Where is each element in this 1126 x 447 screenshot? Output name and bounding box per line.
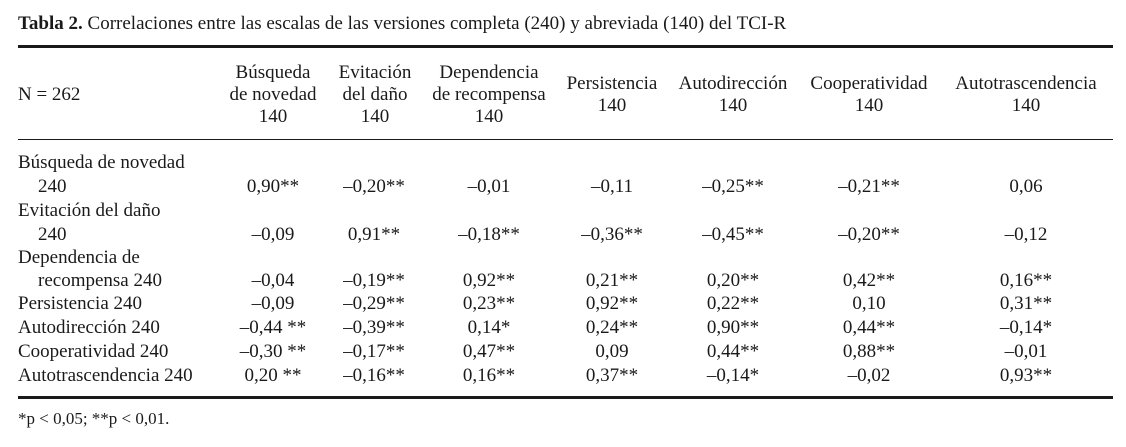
row-label-busqueda-suffix: 240 [38, 176, 67, 197]
table-cell: 0,06 [1009, 176, 1043, 197]
sample-size-label: N = 262 [18, 84, 81, 105]
header-line: 140 [597, 95, 627, 116]
column-header-cooperatividad [796, 73, 942, 117]
row-label-dependencia-suffix: recompensa 240 [38, 270, 162, 291]
row-label-cooperatividad: Cooperatividad 240 [18, 341, 169, 362]
table-cell: 0,14* [467, 317, 511, 338]
table-cell: –0,16** [343, 365, 405, 386]
table-cell: 0,47** [462, 341, 516, 362]
column-header-busqueda [214, 62, 332, 128]
table-cell: –0,19** [343, 270, 405, 291]
table-cell: –0,29** [343, 293, 405, 314]
table-cell: 0,09 [595, 341, 629, 362]
table-cell: 0,44** [706, 341, 760, 362]
table-cell: –0,18** [458, 224, 520, 245]
caption-text: Correlaciones entre las escalas de las versiones completa (240) y abreviada (140) del TCI-R [87, 13, 787, 34]
table-cell: –0,45** [702, 224, 764, 245]
row-label-autodireccion: Autodirección 240 [18, 317, 160, 338]
column-header-dependencia [419, 62, 559, 128]
header-line: 140 [718, 95, 748, 116]
header-rule [18, 139, 1113, 140]
table-cell: –0,01 [467, 176, 511, 197]
table-cell: 0,92** [462, 270, 516, 291]
table-cell: 0,20 ** [244, 365, 302, 386]
table-cell: 0,91** [347, 224, 401, 245]
table-cell: 0,24** [585, 317, 639, 338]
table-cell: –0,20** [838, 224, 900, 245]
table-cell: 0,10 [852, 293, 886, 314]
row-label-evitacion-suffix: 240 [38, 224, 67, 245]
bottom-rule [18, 396, 1113, 399]
table-cell: –0,09 [251, 293, 295, 314]
table-cell: 0,31** [999, 293, 1053, 314]
header-line: 140 [1011, 95, 1041, 116]
table-cell: –0,12 [1004, 224, 1048, 245]
header-line: 140 [360, 106, 390, 127]
row-label-dependencia: Dependencia de [18, 247, 140, 268]
table-cell: –0,30 ** [239, 341, 307, 362]
table-cell: –0,14* [999, 317, 1053, 338]
table-cell: –0,04 [251, 270, 295, 291]
table-cell: –0,02 [847, 365, 891, 386]
header-line: 140 [258, 106, 288, 127]
header-line: Persistencia [566, 73, 658, 94]
header-line: Autodirección [678, 73, 788, 94]
table-cell: –0,39** [343, 317, 405, 338]
table-caption [18, 13, 786, 35]
header-line: Dependencia [439, 62, 539, 83]
header-line: de recompensa [432, 84, 546, 105]
table-cell: 0,23** [462, 293, 516, 314]
table-cell: 0,92** [585, 293, 639, 314]
table-cell: 0,22** [706, 293, 760, 314]
row-label-evitacion: Evitación del daño [18, 200, 161, 221]
header-line: Evitación [338, 62, 412, 83]
table-cell: –0,17** [343, 341, 405, 362]
table-cell: –0,01 [1004, 341, 1048, 362]
table-cell: 0,93** [999, 365, 1053, 386]
column-header-autotrascendencia [940, 73, 1112, 117]
column-header-evitacion [326, 62, 424, 128]
table-cell: 0,88** [842, 341, 896, 362]
table-cell: 0,42** [842, 270, 896, 291]
column-header-autodireccion [666, 73, 800, 117]
table-footnote: *p < 0,05; **p < 0,01. [18, 409, 170, 428]
table-cell: 0,90** [706, 317, 760, 338]
table-cell: –0,20** [343, 176, 405, 197]
header-line: 140 [474, 106, 504, 127]
column-header-persistencia [552, 73, 672, 117]
table-cell: 0,16** [999, 270, 1053, 291]
header-line: de novedad [229, 84, 317, 105]
header-line: del daño [342, 84, 408, 105]
table-cell: –0,44 ** [239, 317, 307, 338]
table-cell: –0,25** [702, 176, 764, 197]
top-rule [18, 45, 1113, 48]
table-cell: 0,20** [706, 270, 760, 291]
table-cell: –0,09 [251, 224, 295, 245]
table-cell: –0,11 [590, 176, 634, 197]
caption-label: Tabla 2. [18, 13, 83, 34]
table-cell: 0,37** [585, 365, 639, 386]
table-cell: 0,16** [462, 365, 516, 386]
table-cell: –0,21** [838, 176, 900, 197]
header-line: Búsqueda [235, 62, 311, 83]
row-label-busqueda: Búsqueda de novedad [18, 152, 185, 173]
row-label-persistencia: Persistencia 240 [18, 293, 143, 314]
table-cell: –0,36** [581, 224, 643, 245]
table-cell: 0,44** [842, 317, 896, 338]
header-line: Cooperatividad [810, 73, 928, 94]
table-cell: 0,90** [246, 176, 300, 197]
table-cell: 0,21** [585, 270, 639, 291]
header-line: Autotrascendencia [955, 73, 1097, 94]
row-label-autotrascendencia: Autotrascendencia 240 [18, 365, 193, 386]
header-line: 140 [854, 95, 884, 116]
table-cell: –0,14* [706, 365, 760, 386]
